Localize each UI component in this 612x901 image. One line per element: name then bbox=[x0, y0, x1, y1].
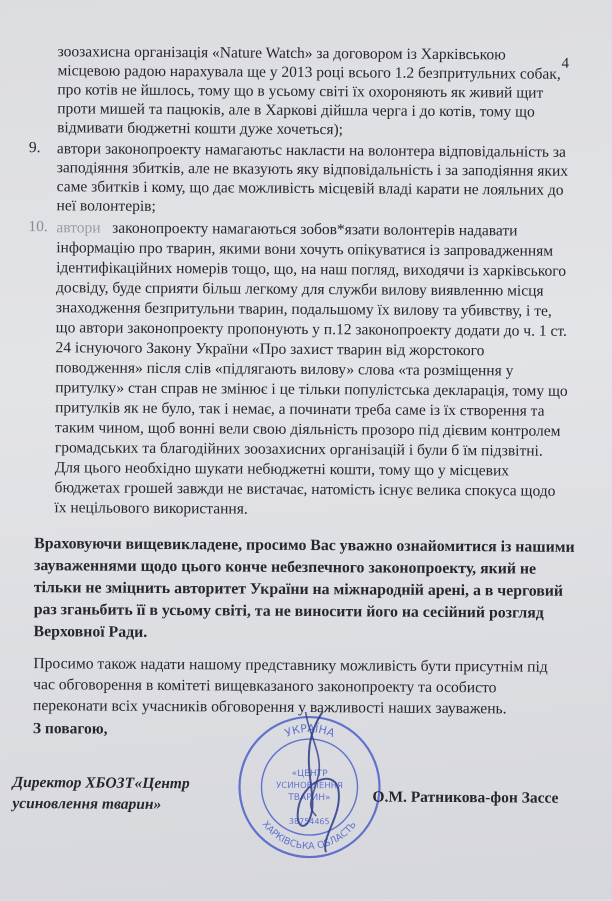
item-10-line: їх нецільового використання. bbox=[54, 499, 248, 518]
intro-line: проти мишей та пацюків, але в Харкові дійшла черга і до котів, тому що bbox=[57, 100, 535, 121]
item-10-line: громадських та благодійних зоозахисних організацій і були б їм підзвітні. bbox=[54, 439, 543, 460]
item-9-line: автори законопроекту намагаютьс накласти на волонтера відповідальність за bbox=[56, 140, 566, 161]
page-number: 4 bbox=[561, 55, 570, 72]
item-9-line: заподіяння збитків, але не вказують яку відповідальність і за заподіяння яких bbox=[56, 159, 569, 180]
item-10-line: 24 існуючого Закону України «Про захист тварин від жорстокого bbox=[55, 339, 485, 360]
item-10-number: 10. bbox=[28, 218, 48, 236]
item-10-line: інформацію про тварин, якими вони хочуть опікуватися із запровадженням bbox=[56, 239, 554, 260]
item-10-line: притулку» стан справ не змінює і це тільки популістська декларація, тому що bbox=[55, 379, 568, 400]
item-10-line: досвіду, буде сприяти більш легкому для служби вилову виявленню місця bbox=[55, 279, 544, 300]
item-9-line: неї волонтерів; bbox=[56, 197, 156, 215]
presence-line: Просимо також надати нашому представнику можливість бути присутнім під bbox=[33, 655, 548, 676]
item-10-first-rest: законопроекту намагаються зобов*язати волонтерів надавати bbox=[112, 219, 518, 240]
request-line: Враховуючи вищевикладене, просимо Вас уважно ознайомитися із нашими bbox=[34, 535, 575, 556]
organization-stamp bbox=[234, 712, 385, 863]
request-line: тільки не змiцнить авторитет України на міжнародній арені, а в черговий bbox=[33, 579, 564, 600]
item-9-number: 9. bbox=[28, 139, 41, 157]
item-10-line: поводження» після слів «підлягають вилову» слова «та розміщення у bbox=[55, 359, 514, 380]
item-10-line: знаходження безпритульни тварин, подальшому їх вилову та убивству, і те, bbox=[55, 299, 552, 320]
stamp-center-line: «ЦЕНТР bbox=[291, 768, 328, 780]
item-10-line: ідентифікаційних номерів тощо, що, на наш погляд, виходячи із харківського bbox=[56, 259, 567, 280]
intro-line: відмивати бюджетні кошти дуже хочеться); bbox=[57, 119, 344, 139]
intro-line: місцевою радою нарахувала ще у 2013 році всього 1.2 безпритульних собак, bbox=[57, 62, 561, 83]
closing-salutation: З повагою, bbox=[32, 720, 108, 738]
stamp-center-line: УСИНОВЛЕННЯ bbox=[276, 780, 343, 792]
item-10-line: бюджетах грошей завжди не вистачає, натомість існує велика спокуса щодо bbox=[54, 479, 556, 500]
item-10-lead-word: автори bbox=[56, 219, 101, 237]
signer-title bbox=[12, 772, 189, 815]
item-10-first-line bbox=[56, 218, 576, 241]
stamp-code: 38754465 bbox=[288, 816, 330, 827]
signer-name: О.М. Ратникова-фон Зассе bbox=[372, 788, 559, 807]
signer-title-line: усиновлення тварин» bbox=[12, 794, 162, 814]
item-10-line: Для цього необхідно шукати небюджетні кошти, тому що у місцевих bbox=[54, 459, 510, 480]
stamp-center-line: ТВАРИН» bbox=[288, 792, 331, 804]
stamp-bottom-text: ХАРКІВСЬКА ОБЛАСТЬ bbox=[259, 818, 359, 853]
item-10-line: притулків як не було, так і немає, а починати треба саме із їх створення та bbox=[55, 399, 545, 420]
item-10-line: що автори законопроекту пропонують у п.12 законопроекту додати до ч. 1 ст. bbox=[55, 319, 567, 340]
presence-line: час обговорення в комітеті вищевказаного законопроекту та особисто bbox=[33, 676, 497, 697]
request-line: зауваженнями щодо цього конче небезпечного законопроекту, який не bbox=[33, 557, 537, 578]
intro-line: про котів не йшлось, тому що в усьому світі їх охороняють як живий щит bbox=[57, 81, 544, 102]
item-9-line: саме збитків і кому, що дає можливість місцевій владі карати не лояльних до bbox=[56, 178, 564, 199]
item-10-line: таким чином, щоб вонні вели свою діяльність прозоро під дієвим контролем bbox=[54, 419, 561, 440]
signer-title-line: Директор ХБОЗТ«Центр bbox=[12, 773, 190, 793]
request-line: раз зганьбить її в усьому світі, та не виносити його на сесійний розгляд bbox=[33, 601, 544, 622]
stamp-top-text: УКРАЇНА bbox=[283, 721, 337, 741]
intro-line: зоозахисна організація «Nature Watch» за договором із Харківською bbox=[57, 43, 506, 64]
request-line: Верховної Ради. bbox=[33, 623, 148, 641]
presence-line: переконати всіх учасників обговорення у важливості наших зауважень. bbox=[33, 697, 507, 718]
